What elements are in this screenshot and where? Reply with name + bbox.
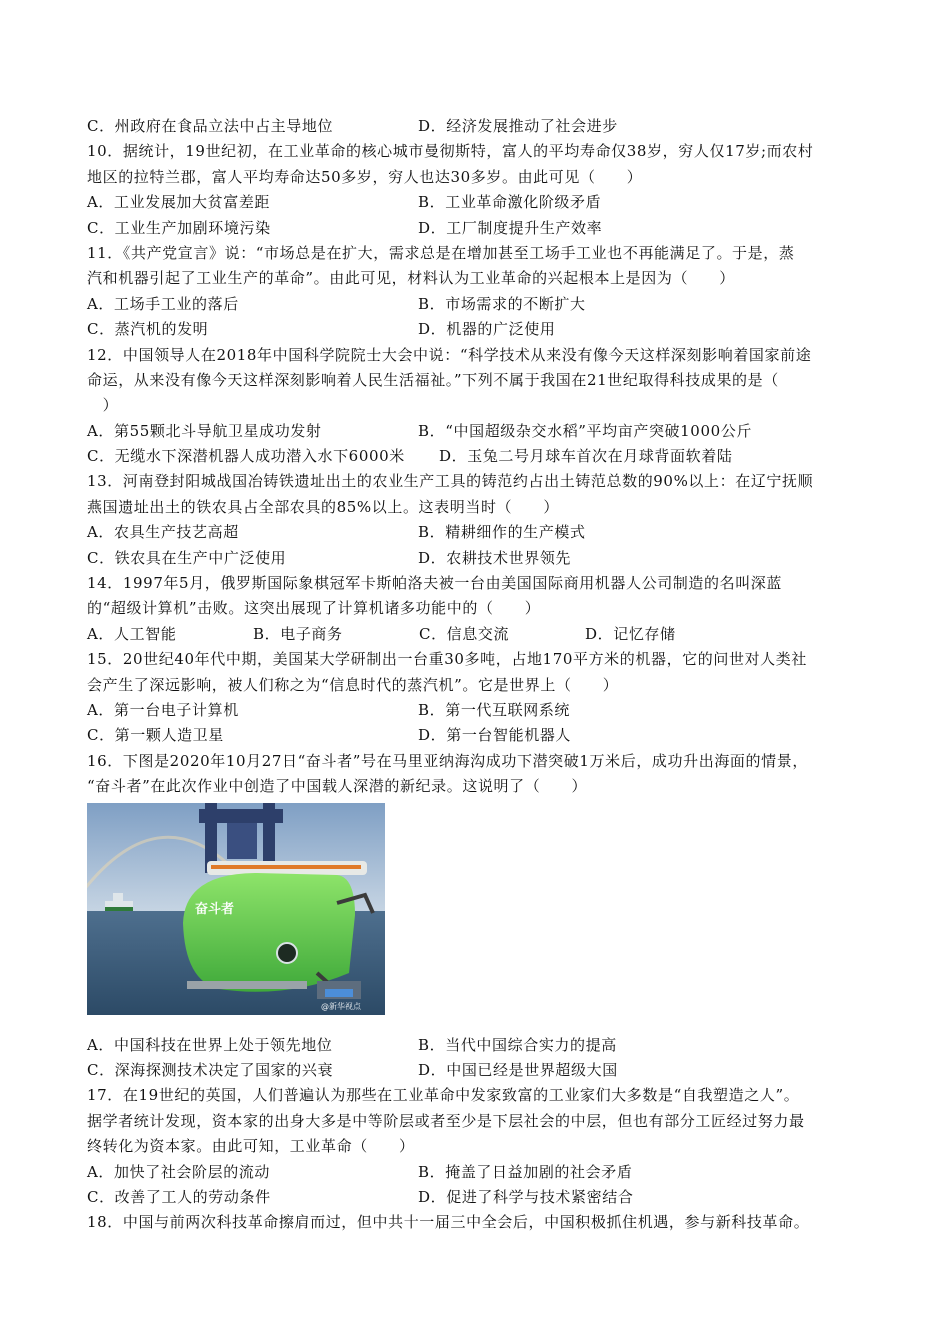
q17-options-row <box>87 1160 867 1185</box>
q12-option-b[interactable]: B．“中国超级杂交水稻”平均亩产突破1000公斤 <box>418 421 752 440</box>
q13-options-row <box>87 546 867 571</box>
hull <box>183 873 355 992</box>
q12-options-row <box>87 444 867 469</box>
q14-options-row <box>87 622 867 647</box>
fendouzhe-submersible-image <box>87 803 385 1015</box>
q13-stem-line: 燕国遗址出土的铁农具占全部农具的85%以上。这表明当时（ ） <box>87 497 559 516</box>
q14-option-b[interactable]: B．电子商务 <box>253 624 343 643</box>
q17-option-a[interactable]: A．加快了社会阶层的流动 <box>87 1162 271 1181</box>
q12-option-d[interactable]: D．玉兔二号月球车首次在月球背面软着陆 <box>439 447 733 466</box>
q16-options-row <box>87 1058 867 1083</box>
q11-option-d[interactable]: D．机器的广泛使用 <box>418 320 556 339</box>
q14-option-c[interactable]: C．信息交流 <box>419 624 510 643</box>
q14-option-a[interactable]: A．人工智能 <box>87 624 177 643</box>
q11-stem-line: 11．《共产党宣言》说：“市场总是在扩大，需求总是在增加甚至工场手工业也不再能满足了。于是，蒸 <box>87 243 795 262</box>
q13-option-c[interactable]: C．铁农具在生产中广泛使用 <box>87 548 287 567</box>
q10-stem-line: 10．据统计，19世纪初，在工业革命的核心城市曼彻斯特，富人的平均寿命仅38岁，穷人仅17岁;而农村 <box>87 142 814 161</box>
question-17 <box>87 1083 867 1210</box>
q16-stem-line: 16．下图是2020年10月27日“奋斗者”号在马里亚纳海沟成功下潜突破1万米后，成功升出海面的情景， <box>87 751 808 770</box>
submersible-photo <box>87 803 385 1015</box>
question-15 <box>87 647 867 749</box>
q14-option-d[interactable]: D．记忆存储 <box>585 624 676 643</box>
q15-option-b[interactable]: B．第一代互联网系统 <box>418 700 571 719</box>
q13-option-b[interactable]: B．精耕细作的生产模式 <box>418 523 586 542</box>
question-12 <box>87 343 867 470</box>
question-13 <box>87 469 867 571</box>
q17-stem-line: 终转化为资本家。由此可知，工业革命（ ） <box>87 1137 415 1156</box>
question-11 <box>87 241 867 343</box>
q15-options-row <box>87 698 867 723</box>
q10-option-b[interactable]: B．工业革命激化阶级矛盾 <box>418 193 602 212</box>
q14-stem-line: 的“超级计算机”击败。这突出展现了计算机诸多功能中的（ ） <box>87 599 541 618</box>
q11-options-row <box>87 317 867 342</box>
q10-option-d[interactable]: D．工厂制度提升生产效率 <box>418 218 603 237</box>
q16-option-d[interactable]: D．中国已经是世界超级大国 <box>418 1060 618 1079</box>
q11-stem-line: 汽和机器引起了工业生产的革命”。由此可见，材料认为工业革命的兴起根本上是因为（ ） <box>87 269 735 288</box>
hull-name: 奋斗者 <box>195 901 235 917</box>
viewport <box>277 943 297 963</box>
q13-option-d[interactable]: D．农耕技术世界领先 <box>418 548 572 567</box>
q11-option-a[interactable]: A．工场手工业的落后 <box>87 294 239 313</box>
question-18 <box>87 1210 867 1235</box>
skid <box>187 981 307 989</box>
question-16 <box>87 749 867 1084</box>
q12-options-row <box>87 419 867 444</box>
q10-option-a[interactable]: A．工业发展加大贫富差距 <box>87 193 271 212</box>
q16-options-row <box>87 1033 867 1058</box>
q13-stem-line: 13．河南登封阳城战国冶铸铁遗址出土的农业生产工具的铸范约占出土铸范总数的90%以上：在辽宁抚顺 <box>87 472 814 491</box>
q14-stem-line: 14．1997年5月，俄罗斯国际象棋冠军卡斯帕洛夫被一台由美国国际商用机器人公司制造的名叫深蓝 <box>87 574 783 593</box>
q13-options-row <box>87 520 867 545</box>
q16-option-a[interactable]: A．中国科技在世界上处于领先地位 <box>87 1035 333 1054</box>
q15-option-c[interactable]: C．第一颗人造卫星 <box>87 726 224 745</box>
q11-option-b[interactable]: B．市场需求的不断扩大 <box>418 294 586 313</box>
q16-option-b[interactable]: B．当代中国综合实力的提高 <box>418 1035 617 1054</box>
q13-option-a[interactable]: A．农具生产技艺高超 <box>87 523 239 542</box>
q10-options-row <box>87 190 867 215</box>
q17-option-d[interactable]: D．促进了科学与技术紧密结合 <box>418 1187 634 1206</box>
q10-stem-line: 地区的拉特兰郡，富人平均寿命达50多岁，穷人也达30多岁。由此可见（ ） <box>87 167 643 186</box>
q12-option-a[interactable]: A．第55颗北斗导航卫星成功发射 <box>87 421 322 440</box>
q12-option-c[interactable]: C．无缆水下深潜机器人成功潜入水下6000米 <box>87 447 405 466</box>
q10-options-row <box>87 216 867 241</box>
q16-stem-line: “奋斗者”在此次作业中创造了中国载人深潜的新纪录。这说明了（ ） <box>87 777 588 796</box>
q11-options-row <box>87 292 867 317</box>
q12-stem-line: ） <box>87 396 119 415</box>
question-14 <box>87 571 867 647</box>
q11-option-c[interactable]: C．蒸汽机的发明 <box>87 320 209 339</box>
q15-options-row <box>87 723 867 748</box>
q17-stem-line: 据学者统计发现，资本家的出身大多是中等阶层或者至少是下层社会的中层，但也有部分工匠经过努力最 <box>87 1111 805 1130</box>
q17-option-c[interactable]: C．改善了工人的劳动条件 <box>87 1187 271 1206</box>
question-10 <box>87 139 867 241</box>
q15-stem-line: 15．20世纪40年代中期，美国某大学研制出一台重30多吨，占地170平方米的机器，它的问世对人类社 <box>87 650 807 669</box>
q17-options-row <box>87 1185 867 1210</box>
q15-stem-line: 会产生了深远影响，被人们称之为“信息时代的蒸汽机”。它是世界上（ ） <box>87 675 619 694</box>
q17-stem-line: 17．在19世纪的英国，人们普遍认为那些在工业革命中发家致富的工业家们大多数是“自我塑造之人”。 <box>87 1086 800 1105</box>
q9-option-c[interactable]: C．州政府在食品立法中占主导地位 <box>87 117 334 135</box>
watermark: @新华视点 <box>321 1001 361 1011</box>
q9-option-d[interactable]: D．经济发展推动了社会进步 <box>418 117 618 135</box>
q17-option-b[interactable]: B．掩盖了日益加剧的社会矛盾 <box>418 1162 633 1181</box>
q12-stem-line: 12．中国领导人在2018年中国科学院院士大会中说：“科学技术从来没有像今天这样深刻影响着国家前途 <box>87 345 812 364</box>
hull-stripe-orange <box>211 865 361 869</box>
q18-stem-line: 18．中国与前两次科技革命擦肩而过，但中共十一届三中全会后，中国积极抓住机遇，参与新科技革命。 <box>87 1213 810 1232</box>
q9-options-row <box>87 114 867 139</box>
q15-option-d[interactable]: D．第一台智能机器人 <box>418 726 572 745</box>
q10-option-c[interactable]: C．工业生产加剧环境污染 <box>87 218 271 237</box>
exam-page <box>87 114 867 1236</box>
q12-stem-line: 命运，从来没有像今天这样深刻影响着人民生活福祉。”下列不属于我国在21世纪取得科技成果的是（ <box>87 370 779 389</box>
q16-option-c[interactable]: C．深海探测技术决定了国家的兴衰 <box>87 1060 334 1079</box>
q15-option-a[interactable]: A．第一台电子计算机 <box>87 700 239 719</box>
sample-basket <box>317 981 361 999</box>
